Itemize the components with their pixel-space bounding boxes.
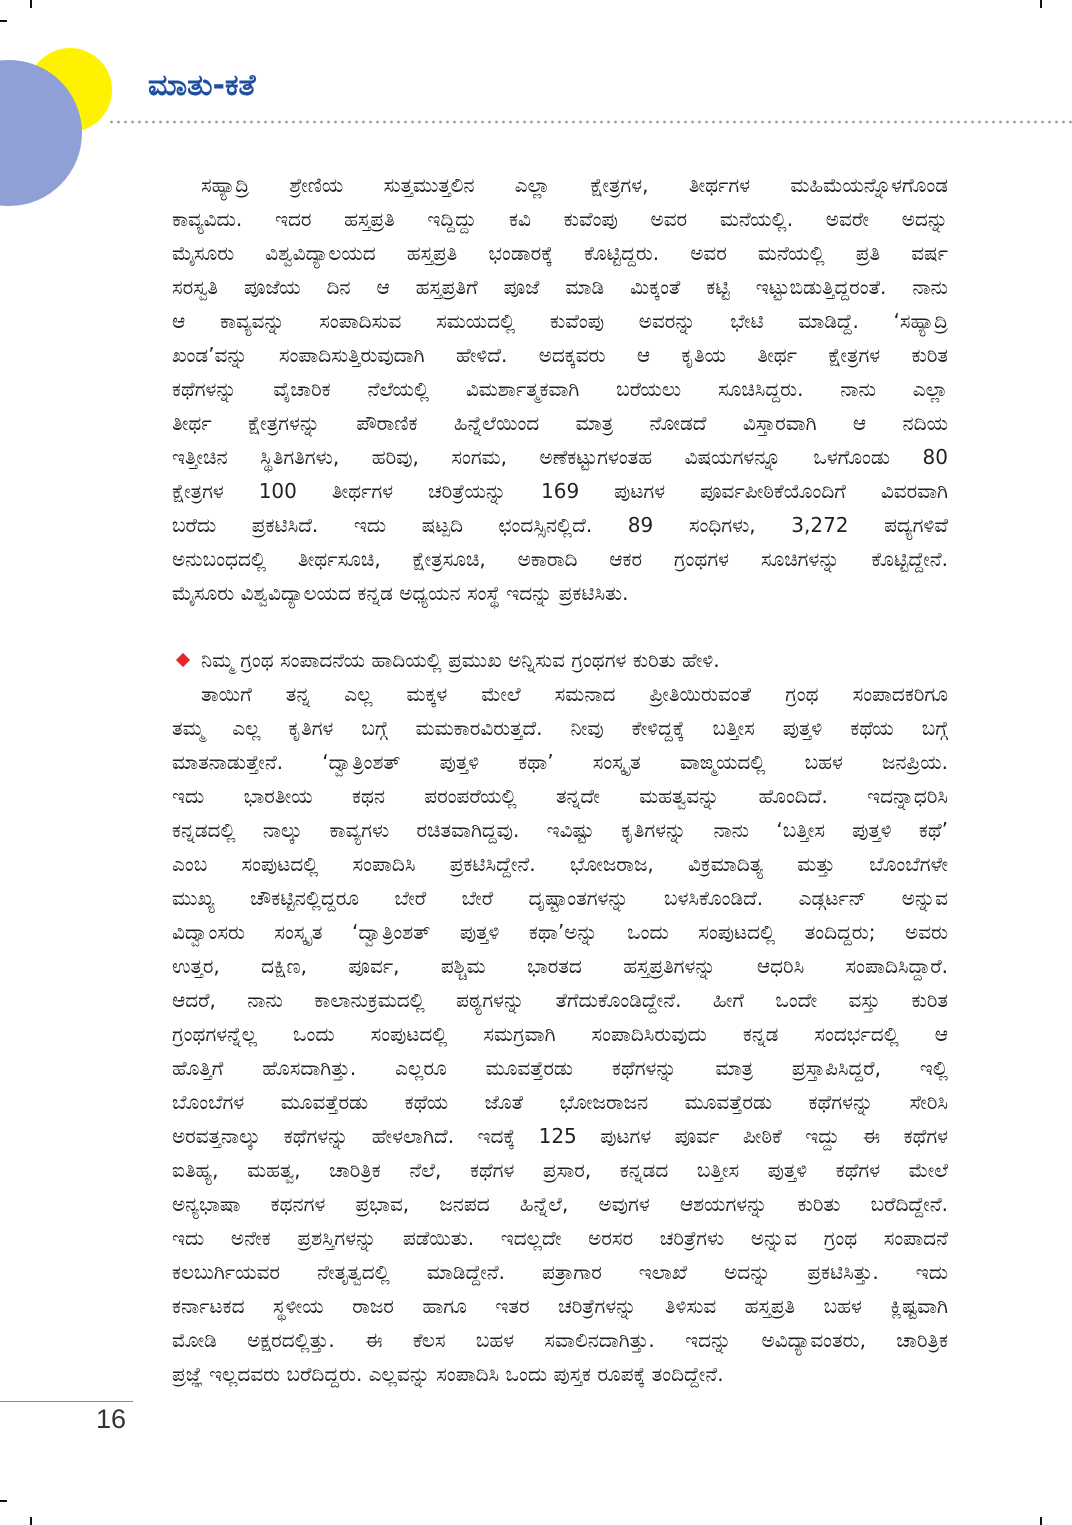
text-line: ಮೈಸೂರು ವಿಶ್ವವಿದ್ಯಾಲಯದ ಹಸ್ತಪ್ರತಿ ಭಂಡಾರಕ್ಕೆ ಕೊಟ್ಟಿದ್ದರು. ಅವರ ಮನೆಯಲ್ಲಿ ಪ್ರತಿ ವರ್ಷ [172, 241, 948, 265]
text-line: ಅನುಬಂಧದಲ್ಲಿ ತೀರ್ಥಸೂಚಿ, ಕ್ಷೇತ್ರಸೂಚಿ, ಅಕಾರಾದಿ ಆಕರ ಗ್ರಂಥಗಳ ಸೂಚಿಗಳನ್ನು ಕೊಟ್ಟಿದ್ದೇನೆ. [172, 547, 948, 571]
text-line: ಆದರೆ, ನಾನು ಕಾಲಾನುಕ್ರಮದಲ್ಲಿ ಪಠ್ಯಗಳನ್ನು ತೆಗೆದುಕೊಂಡಿದ್ದೇನೆ. ಹೀಗೆ ಒಂದೇ ವಸ್ತು ಕುರಿತ [172, 988, 948, 1012]
text-line: ಕಲಬುರ್ಗಿಯವರ ನೇತೃತ್ವದಲ್ಲಿ ಮಾಡಿದ್ದೇನೆ. ಪತ್ರಾಗಾರ ಇಲಾಖೆ ಅದನ್ನು ಪ್ರಕಟಿಸಿತ್ತು. ಇದು [172, 1260, 948, 1284]
text-line: ಕಥೆಗಳನ್ನು ವೈಚಾರಿಕ ನೆಲೆಯಲ್ಲಿ ವಿಮರ್ಶಾತ್ಮಕವಾಗಿ ಬರೆಯಲು ಸೂಚಿಸಿದ್ದರು. ನಾನು ಎಲ್ಲಾ [172, 377, 948, 401]
text-line: ಇದು ಅನೇಕ ಪ್ರಶಸ್ತಿಗಳನ್ನು ಪಡೆಯಿತು. ಇದಲ್ಲದೇ ಅರಸರ ಚರಿತ್ರೆಗಳು ಅನ್ನುವ ಗ್ರಂಥ ಸಂಪಾದನೆ [172, 1226, 948, 1250]
text-line: ಉತ್ತರ, ದಕ್ಷಿಣ, ಪೂರ್ವ, ಪಶ್ಚಿಮ ಭಾರತದ ಹಸ್ತಪ್ರತಿಗಳನ್ನು ಆಧರಿಸಿ ಸಂಪಾದಿಸಿದ್ದಾರೆ. [172, 954, 948, 978]
crop-mark [0, 20, 7, 22]
text-line: ಎಂಬ ಸಂಪುಟದಲ್ಲಿ ಸಂಪಾದಿಸಿ ಪ್ರಕಟಿಸಿದ್ದೇನೆ. ಭೋಜರಾಜ, ವಿಕ್ರಮಾದಿತ್ಯ ಮತ್ತು ಬೊಂಬೆಗಳೇ [172, 852, 948, 876]
section-title: ಮಾತು-ಕತೆ [148, 68, 256, 103]
text-line: ಅರವತ್ತನಾಲ್ಕು ಕಥೆಗಳನ್ನು ಹೇಳಲಾಗಿದೆ. ಇದಕ್ಕೆ 125 ಪುಟಗಳ ಪೂರ್ವ ಪೀಠಿಕೆ ಇದ್ದು ಈ ಕಥೆಗಳ [172, 1124, 948, 1148]
text-line: ಕಾವ್ಯವಿದು. ಇದರ ಹಸ್ತಪ್ರತಿ ಇದ್ದಿದ್ದು ಕವಿ ಕುವೆಂಪು ಅವರ ಮನೆಯಲ್ಲಿ. ಅವರೇ ಅದನ್ನು [172, 207, 948, 231]
decorative-circle-blue-shape [0, 60, 82, 206]
page-number: 16 [96, 1404, 127, 1434]
text-line: ವಿದ್ವಾಂಸರು ಸಂಸ್ಕೃತ ‘ದ್ವಾತ್ರಿಂಶತ್ ಪುತ್ತಳಿ ಕಥಾ’ಅನ್ನು ಒಂದು ಸಂಪುಟದಲ್ಲಿ ತಂದಿದ್ದರು; ಅವರು [172, 920, 948, 944]
text-line: ಇತ್ತೀಚಿನ ಸ್ಥಿತಿಗತಿಗಳು, ಹರಿವು, ಸಂಗಮ, ಅಣೆಕಟ್ಟುಗಳಂತಹ ವಿಷಯಗಳನ್ನೂ ಒಳಗೊಂಡು 80 [172, 445, 948, 469]
text-line: ಮೈಸೂರು ವಿಶ್ವವಿದ್ಯಾಲಯದ ಕನ್ನಡ ಅಧ್ಯಯನ ಸಂಸ್ಥೆ ಇದನ್ನು ಪ್ರಕಟಿಸಿತು. [172, 581, 629, 605]
text-line: ಮುಖ್ಯ ಚೌಕಟ್ಟಿನಲ್ಲಿದ್ದರೂ ಬೇರೆ ಬೇರೆ ದೃಷ್ಟಾಂತಗಳನ್ನು ಬಳಸಿಕೊಂಡಿದೆ. ಎಡ್ಗರ್ಟನ್ ಅನ್ನುವ [172, 886, 948, 910]
article-paragraph-2 [172, 677, 948, 1391]
text-line: ಕರ್ನಾಟಕದ ಸ್ಥಳೀಯ ರಾಜರ ಹಾಗೂ ಇತರ ಚರಿತ್ರೆಗಳನ್ನು ತಿಳಿಸುವ ಹಸ್ತಪ್ರತಿ ಬಹಳ ಕ್ಲಿಷ್ಟವಾಗಿ [172, 1294, 948, 1318]
text-line: ಮಾತನಾಡುತ್ತೇನೆ. ‘ದ್ವಾತ್ರಿಂಶತ್ ಪುತ್ತಳಿ ಕಥಾ’ ಸಂಸ್ಕೃತ ವಾಙ್ಮಯದಲ್ಲಿ ಬಹಳ ಜನಪ್ರಿಯ. [172, 750, 948, 774]
text-line: ತೀರ್ಥ ಕ್ಷೇತ್ರಗಳನ್ನು ಪೌರಾಣಿಕ ಹಿನ್ನೆಲೆಯಿಂದ ಮಾತ್ರ ನೋಡದೆ ವಿಸ್ತಾರವಾಗಿ ಆ ನದಿಯ [172, 411, 948, 435]
text-line: ಗ್ರಂಥಗಳನ್ನೆಲ್ಲ ಒಂದು ಸಂಪುಟದಲ್ಲಿ ಸಮಗ್ರವಾಗಿ ಸಂಪಾದಿಸಿರುವುದು ಕನ್ನಡ ಸಂದರ್ಭದಲ್ಲಿ ಆ [172, 1022, 948, 1046]
text-line: ತಮ್ಮ ಎಲ್ಲ ಕೃತಿಗಳ ಬಗ್ಗೆ ಮಮಕಾರವಿರುತ್ತದೆ. ನೀವು ಕೇಳಿದ್ದಕ್ಕೆ ಬತ್ತೀಸ ಪುತ್ತಳಿ ಕಥೆಯ ಬಗ್ಗೆ [172, 716, 948, 740]
crop-mark [1040, 1517, 1042, 1525]
text-line: ಬೊಂಬೆಗಳ ಮೂವತ್ತೆರಡು ಕಥೆಯ ಜೊತೆ ಭೋಜರಾಜನ ಮೂವತ್ತೆರಡು ಕಥೆಗಳನ್ನು ಸೇರಿಸಿ [172, 1090, 948, 1114]
crop-mark [30, 0, 32, 8]
dotted-divider [108, 120, 1072, 124]
text-line: ಇದು ಭಾರತೀಯ ಕಥನ ಪರಂಪರೆಯಲ್ಲಿ ತನ್ನದೇ ಮಹತ್ವವನ್ನು ಹೊಂದಿದೆ. ಇದನ್ನಾಧರಿಸಿ [172, 784, 948, 808]
text-line: ಖಂಡ’ವನ್ನು ಸಂಪಾದಿಸುತ್ತಿರುವುದಾಗಿ ಹೇಳಿದೆ. ಅದಕ್ಕವರು ಆ ಕೃತಿಯ ತೀರ್ಥ ಕ್ಷೇತ್ರಗಳ ಕುರಿತ [172, 343, 948, 367]
crop-mark [30, 1517, 32, 1525]
text-line: ಕ್ಷೇತ್ರಗಳ 100 ತೀರ್ಥಗಳ ಚರಿತ್ರೆಯನ್ನು 169 ಪುಟಗಳ ಪೂರ್ವಪೀಠಿಕೆಯೊಂದಿಗೆ ವಿವರವಾಗಿ [172, 479, 948, 503]
crop-mark [0, 1500, 7, 1502]
text-line: ಮೋಡಿ ಅಕ್ಷರದಲ್ಲಿತ್ತು. ಈ ಕೆಲಸ ಬಹಳ ಸವಾಲಿನದಾಗಿತ್ತು. ಇದನ್ನು ಅವಿದ್ಯಾವಂತರು, ಚಾರಿತ್ರಿಕ [172, 1328, 948, 1352]
text-line: ಸಹ್ಯಾದ್ರಿ ಶ್ರೇಣಿಯ ಸುತ್ತಮುತ್ತಲಿನ ಎಲ್ಲಾ ಕ್ಷೇತ್ರಗಳ, ತೀರ್ಥಗಳ ಮಹಿಮೆಯನ್ನೊಳಗೊಂಡ [201, 173, 948, 197]
text-line: ಕನ್ನಡದಲ್ಲಿ ನಾಲ್ಕು ಕಾವ್ಯಗಳು ರಚಿತವಾಗಿದ್ದವು. ಇವಿಷ್ಟು ಕೃತಿಗಳನ್ನು ನಾನು ‘ಬತ್ತೀಸ ಪುತ್ತಳಿ ಕಥೆ’ [172, 818, 948, 842]
question-text: ನಿಮ್ಮ ಗ್ರಂಥ ಸಂಪಾದನೆಯ ಹಾದಿಯಲ್ಲಿ ಪ್ರಮುಖ ಅನ್ನಿಸುವ ಗ್ರಂಥಗಳ ಕುರಿತು ಹೇಳಿ. [201, 648, 720, 672]
footer-rule [0, 1401, 133, 1402]
interview-question [172, 643, 948, 677]
text-line: ತಾಯಿಗೆ ತನ್ನ ಎಲ್ಲ ಮಕ್ಕಳ ಮೇಲೆ ಸಮನಾದ ಪ್ರೀತಿಯಿರುವಂತೆ ಗ್ರಂಥ ಸಂಪಾದಕರಿಗೂ [201, 682, 948, 706]
text-line: ಬರೆದು ಪ್ರಕಟಿಸಿದೆ. ಇದು ಷಟ್ಪದಿ ಛಂದಸ್ಸಿನಲ್ಲಿದೆ. 89 ಸಂಧಿಗಳು, 3,272 ಪದ್ಯಗಳಿವೆ [172, 513, 948, 537]
text-line: ಪ್ರಜ್ಞೆ ಇಲ್ಲದವರು ಬರೆದಿದ್ದರು. ಎಲ್ಲವನ್ನು ಸಂಪಾದಿಸಿ ಒಂದು ಪುಸ್ತಕ ರೂಪಕ್ಕೆ ತಂದಿದ್ದೇನೆ. [172, 1362, 724, 1386]
text-line: ಐತಿಹ್ಯ, ಮಹತ್ವ, ಚಾರಿತ್ರಿಕ ನೆಲೆ, ಕಥೆಗಳ ಪ್ರಸಾರ, ಕನ್ನಡದ ಬತ್ತೀಸ ಪುತ್ತಳಿ ಕಥೆಗಳ ಮೇಲೆ [172, 1158, 948, 1182]
text-line: ಸರಸ್ವತಿ ಪೂಜೆಯ ದಿನ ಆ ಹಸ್ತಪ್ರತಿಗೆ ಪೂಜೆ ಮಾಡಿ ಮಿಕ್ಕಂತೆ ಕಟ್ಟಿ ಇಟ್ಟುಬಿಡುತ್ತಿದ್ದರಂತೆ. ನಾನು [172, 275, 948, 299]
crop-mark [1040, 0, 1042, 8]
text-line: ಆ ಕಾವ್ಯವನ್ನು ಸಂಪಾದಿಸುವ ಸಮಯದಲ್ಲಿ ಕುವೆಂಪು ಅವರನ್ನು ಭೇಟಿ ಮಾಡಿದ್ದೆ. ‘ಸಹ್ಯಾದ್ರಿ [172, 309, 948, 333]
text-line: ಹೊತ್ತಿಗೆ ಹೊಸದಾಗಿತ್ತು. ಎಲ್ಲರೂ ಮೂವತ್ತೆರಡು ಕಥೆಗಳನ್ನು ಮಾತ್ರ ಪ್ರಸ್ತಾಪಿಸಿದ್ದರೆ, ಇಲ್ಲಿ [172, 1056, 948, 1080]
article-paragraph-1 [172, 168, 948, 610]
decorative-circle-blue [0, 60, 82, 206]
text-line: ಅನ್ಯಭಾಷಾ ಕಥನಗಳ ಪ್ರಭಾವ, ಜನಪದ ಹಿನ್ನೆಲೆ, ಅವುಗಳ ಆಶಯಗಳನ್ನು ಕುರಿತು ಬರೆದಿದ್ದೇನೆ. [172, 1192, 948, 1216]
